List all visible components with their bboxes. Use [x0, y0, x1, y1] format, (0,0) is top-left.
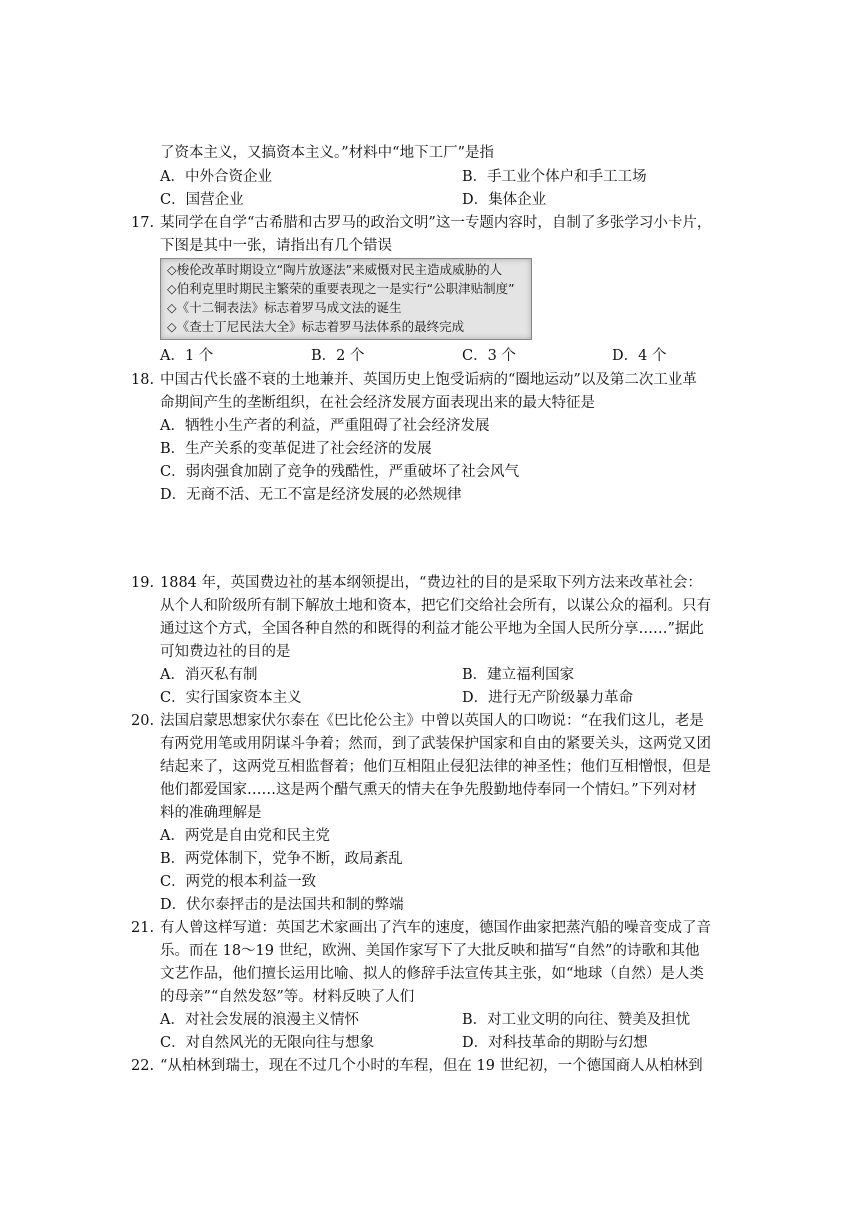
q20-stem-line-4: 他们都爱国家……这是两个醋气熏天的情夫在争先殷勤地侍奉同一个情妇。”下列对材 [160, 782, 697, 798]
q19-option-d[interactable]: D．进行无产阶级暴力革命 [462, 690, 634, 706]
q20-stem-line-3: 结起来了，这两党互相监督着；他们互相阻止侵犯法律的神圣性；他们互相憎恨，但是 [160, 759, 711, 775]
q16-continuation: 了资本主义，又搞资本主义。”材料中“地下工厂”是指 [160, 145, 494, 161]
study-card-image [160, 258, 532, 340]
q16-option-c[interactable]: C．国营企业 [160, 192, 244, 208]
q21-option-b[interactable]: B．对工业文明的向往、赞美及担忧 [462, 1012, 691, 1028]
q20-option-c[interactable]: C．两党的根本利益一致 [160, 874, 317, 890]
q16-option-d[interactable]: D．集体企业 [462, 192, 547, 208]
q17-stem-line-1: 某同学在自学“古希腊和古罗马的政治文明”这一专题内容时，自制了多张学习小卡片， [160, 215, 712, 231]
card-line-3: ◇《十二铜表法》标志着罗马成文法的诞生 [167, 300, 402, 315]
q20-option-b[interactable]: B．两党体制下，党争不断，政局紊乱 [160, 851, 403, 867]
q19-stem-line-4: 可知费边社的目的是 [160, 644, 291, 660]
q20-stem-line-2: 有两党用笔或用阴谋斗争着；然而，到了武装保护国家和自由的紧要关头，这两党又团 [160, 736, 711, 752]
q21-stem-line-4: 的母亲”“自然发怒”等。材料反映了人们 [160, 989, 415, 1005]
q16-option-a[interactable]: A．中外合资企业 [160, 169, 272, 185]
q19-stem-line-3: 通过这个方式，全国各种自然的和既得的利益才能公平地为全国人民所分享……”据此 [160, 621, 704, 637]
q19-option-a[interactable]: A．消灭私有制 [160, 667, 258, 683]
q20-stem-line-1: 法国启蒙思想家伏尔泰在《巴比伦公主》中曾以英国人的口吻说：“在我们这儿，老是 [160, 713, 704, 729]
q21-stem-line-1: 有人曾这样写道：英国艺术家画出了汽车的速度，德国作曲家把蒸汽船的噪音变成了音 [160, 920, 711, 936]
q18-number: 18. [131, 372, 155, 388]
q18-option-a[interactable]: A．牺牲小生产者的利益，严重阻碍了社会经济发展 [160, 418, 490, 434]
q21-option-a[interactable]: A．对社会发展的浪漫主义情怀 [160, 1012, 359, 1028]
q21-option-c[interactable]: C．对自然风光的无限向往与想象 [160, 1035, 375, 1051]
card-line-1: ◇梭伦改革时期设立“陶片放逐法”来威慑对民主造成威胁的人 [167, 262, 503, 277]
q18-stem-line-2: 命期间产生的垄断组织，在社会经济发展方面表现出来的最大特征是 [160, 395, 595, 411]
q19-stem-line-1: 1884 年，英国费边社的基本纲领提出，“费边社的目的是采取下列方法来改革社会： [160, 575, 702, 591]
q18-option-c[interactable]: C．弱肉强食加剧了竞争的残酷性，严重破坏了社会风气 [160, 464, 520, 480]
q19-option-b[interactable]: B．建立福利国家 [462, 667, 575, 683]
q20-option-a[interactable]: A．两党是自由党和民主党 [160, 828, 330, 844]
card-line-4: ◇《查士丁尼民法大全》标志着罗马法体系的最终完成 [167, 319, 465, 334]
q17-stem-line-2: 下图是其中一张，请指出有几个错误 [160, 238, 392, 254]
q22-stem-line-1: “从柏林到瑞士，现在不过几个小时的车程，但在 19 世纪初，一个德国商人从柏林到 [160, 1058, 703, 1074]
q17-number: 17. [131, 215, 155, 231]
q16-option-b[interactable]: B．手工业个体户和手工工场 [462, 169, 647, 185]
card-line-2: ◇伯利克里时期民主繁荣的重要表现之一是实行“公职津贴制度” [167, 281, 515, 296]
q18-option-b[interactable]: B．生产关系的变革促进了社会经济的发展 [160, 441, 432, 457]
q17-option-b[interactable]: B．2 个 [311, 348, 365, 364]
q21-option-d[interactable]: D．对科技革命的期盼与幻想 [462, 1035, 648, 1051]
q17-option-a[interactable]: A．1 个 [160, 348, 214, 364]
q18-option-d[interactable]: D．无商不活、无工不富是经济发展的必然规律 [160, 487, 462, 503]
q17-option-d[interactable]: D．4 个 [612, 348, 667, 364]
q21-stem-line-2: 乐。而在 18～19 世纪，欧洲、美国作家写下了大批反映和描写“自然”的诗歌和其他 [160, 943, 700, 959]
q19-option-c[interactable]: C．实行国家资本主义 [160, 690, 302, 706]
q19-stem-line-2: 从个人和阶级所有制下解放土地和资本，把它们交给社会所有，以谋公众的福利。只有 [160, 598, 711, 614]
q20-number: 20. [131, 713, 155, 729]
q21-number: 21. [131, 920, 155, 936]
q18-stem-line-1: 中国古代长盛不衰的土地兼并、英国历史上饱受诟病的“圈地运动”以及第二次工业革 [160, 372, 697, 388]
q20-stem-line-5: 料的准确理解是 [160, 805, 262, 821]
q22-number: 22. [131, 1058, 155, 1074]
q20-option-d[interactable]: D．伏尔泰抨击的是法国共和制的弊端 [160, 897, 404, 913]
q19-number: 19. [131, 575, 155, 591]
q21-stem-line-3: 文艺作品，他们擅长运用比喻、拟人的修辞手法宣传其主张，如“地球（自然）是人类 [160, 966, 704, 982]
q17-option-c[interactable]: C．3 个 [462, 348, 516, 364]
